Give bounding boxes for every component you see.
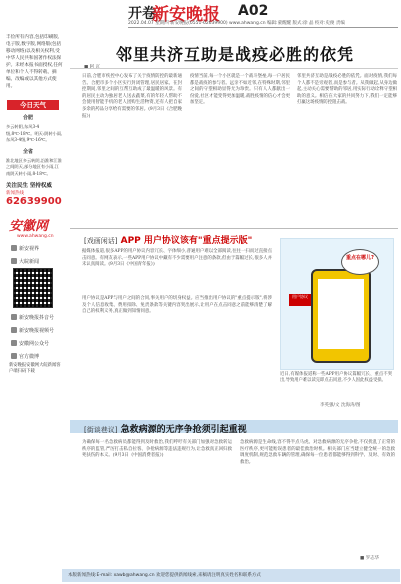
article3-title: 急救病源的无序争抢须引起重视: [120, 425, 247, 435]
hotline-number: 62639900: [6, 196, 62, 207]
sidebar-footer-note: 新安晚报安徽网大皖新闻客户端扫码下载: [9, 363, 61, 374]
agreement-sign: 用户协议: [289, 294, 311, 306]
article1-column-3: 邻里共济互助是战疫必胜的依凭。面对疫情,我们每个人都不是旁观者,而是参与者。从我做起,从身边做起,主动关心需要帮助的邻居,用实际行动诠释守望相助的意义。相信在大家的共同努力下,我们一定能够打赢这场疫情防控阻击战。: [297, 74, 397, 106]
link-label: 安徽网公众号: [19, 341, 50, 347]
article3-tag: [街谈巷议]: [84, 426, 118, 434]
douyin-icon: [11, 314, 17, 320]
link-label: 官方微博: [19, 354, 40, 360]
phone-icon: [311, 269, 371, 363]
link-label: 新安晚报视频号: [19, 328, 55, 334]
article1-column-1: 日前,合肥市疾控中心发布了关于疫情防控的最新通告。合肥市多个小区实行封闭管理,居民居家。在封控期间,邻里之间的互帮互助成了最温暖的风景。有的居民主动为独居老人送去蔬菜,有的年轻人帮助不会使用智能手机的老人团购生活物资,还有人把自家多余的药品分享给有需要的邻居。(9月3日《合肥晚报》): [82, 74, 182, 119]
speech-bubble: 重点在哪儿?: [341, 249, 379, 275]
link-wechat-account[interactable]: [11, 340, 63, 347]
link-dawan-news[interactable]: [11, 258, 63, 265]
weather-city-hefei: 合肥: [23, 115, 34, 121]
article3-column-1: 为确保每一名急救病员都能得到及时救治,我们呼吁有关部门加强对急救转运秩序的监管,严厉打击私自拉客、争抢病源等违法违规行为,让急救真正回归救死扶伤的本义。(9月3日《中国消费者报》): [82, 440, 232, 459]
newspaper-logo: 新安晚报: [152, 5, 220, 25]
app-icon: [11, 245, 17, 251]
article2-tag: [戏画闲话]: [84, 237, 118, 245]
weather-city-province: 全省: [23, 148, 34, 155]
section-brand: 开卷: [128, 6, 156, 22]
link-douyin[interactable]: [11, 314, 63, 321]
sidebar: [3, 28, 63, 375]
article2-credit: 李英强/文 沈海涛/图: [320, 403, 361, 408]
link-video-channel[interactable]: [11, 327, 63, 334]
link-label: 新安晚报抖音号: [19, 315, 55, 321]
link-xinan-vision[interactable]: [11, 245, 63, 252]
article3-heading: [84, 422, 247, 435]
site-url[interactable]: www.ahwang.cn: [17, 234, 54, 239]
app-icon: [11, 258, 17, 264]
section-divider: [70, 228, 398, 229]
qr-code: [13, 268, 53, 308]
headline-divider: [70, 68, 398, 69]
page-number: A02: [238, 3, 269, 19]
article-headline: 邻里共济互助是战疫必胜的依凭: [115, 45, 354, 64]
masthead-meta: 2022.04.07 星期四 新安晚报(0551-62639900) www.ahwang.cn 编辑:蒙醒醒 版式:徐 晶 校对:史俊 责编: [128, 21, 345, 26]
wechat-icon: [11, 340, 17, 346]
link-weibo[interactable]: [11, 353, 63, 360]
article2-title: APP 用户协议该有"重点提示版": [120, 236, 253, 246]
video-icon: [11, 327, 17, 333]
copyright-notice: 丰俭所有内容,包括印刷版,电子版,数字版,网络版(包括移动网络)以及相关权利,受中华人民共和国著作权法保护。未经本报书面授权,任何单位和个人不得转载、摘编、改编或以其他方式使用。: [6, 35, 63, 89]
link-label: 大皖新闻: [19, 259, 40, 265]
phone-screen: [318, 279, 364, 349]
article2-body-2: 用户协议是APP与用户之间的合同,事关用户的切身权益。应当推出用户协议的"重点提示版",将涉及个人信息收集、费用扣除、免责条款等关键内容突出展示,让用户在点击同意之前能够清楚了解自己的权利义务,真正做到知情同意。: [82, 296, 272, 315]
article-byline: [84, 64, 100, 70]
masthead-divider: [128, 27, 398, 28]
cartoon-illustration: [280, 238, 394, 370]
link-label: 新安视界: [19, 246, 40, 252]
weather-forecast-hefei: 多云转阴,东风3-4级,8℃-18℃。明天:阴转小雨,东风3-4级,9℃-16℃。: [6, 124, 63, 142]
cartoon-caption: 近日,有媒体报道称一些APP用户协议篇幅冗长、重点不突出,导致用户难以读完即点击同意,不少人因此权益受损。: [280, 372, 392, 384]
weibo-icon: [11, 353, 17, 359]
page-footer: 本版新闻热线:E-mail: xawb@ahwang.cn 欢迎您提供新闻线索,来稿请注明真实姓名和联系方式: [62, 569, 400, 582]
weather-header: 今日天气: [7, 100, 59, 110]
article3-credit: ■ 罗志华: [360, 556, 380, 561]
article2-heading: [84, 233, 252, 246]
hotline-title: 关注民生 坚持权威: [6, 183, 52, 189]
hotline-label: 新闻热线: [6, 191, 24, 196]
article2-body: 据媒体报道,很多APP的用户协议内容冗长、字体细小,普通用户难以全部阅读,往往一扫而过直接点击同意。有网友表示,一些APP用户协议中藏有不少需要用户注意的条款,但由于篇幅过长,很多人并未认真阅读。(9月3日《中国青年报》): [82, 249, 272, 268]
article3-column-2: 急救病源是生命线,容不得半点马虎。对急救病源的无序争抢,不仅扰乱了正常的医疗秩序,更可能贻误患者的最佳救治时机。相关部门应当建立健全统一的急救调度机制,规范急救车辆的管理,确保每一位患者都能够得到科学、及时、有效的救治。: [240, 440, 395, 465]
article1-column-2: 疫情当前,每一个小区就是一个战斗堡垒,每一户居民都是战疫的参与者。远亲不如近邻,在特殊时期,邻里之间的守望相助显得尤为珍贵。只有人人都献出一份爱,社区才能变得更加温暖,战胜疫情的信心才会更加坚定。: [190, 74, 290, 106]
site-logo[interactable]: 安徽网: [9, 219, 49, 234]
weather-forecast-province: 淮北地区多云转阴,沿淮和江淮之间阴天,部分地区有小雨,江南阴天转小雨,8-18℃。: [6, 157, 62, 176]
